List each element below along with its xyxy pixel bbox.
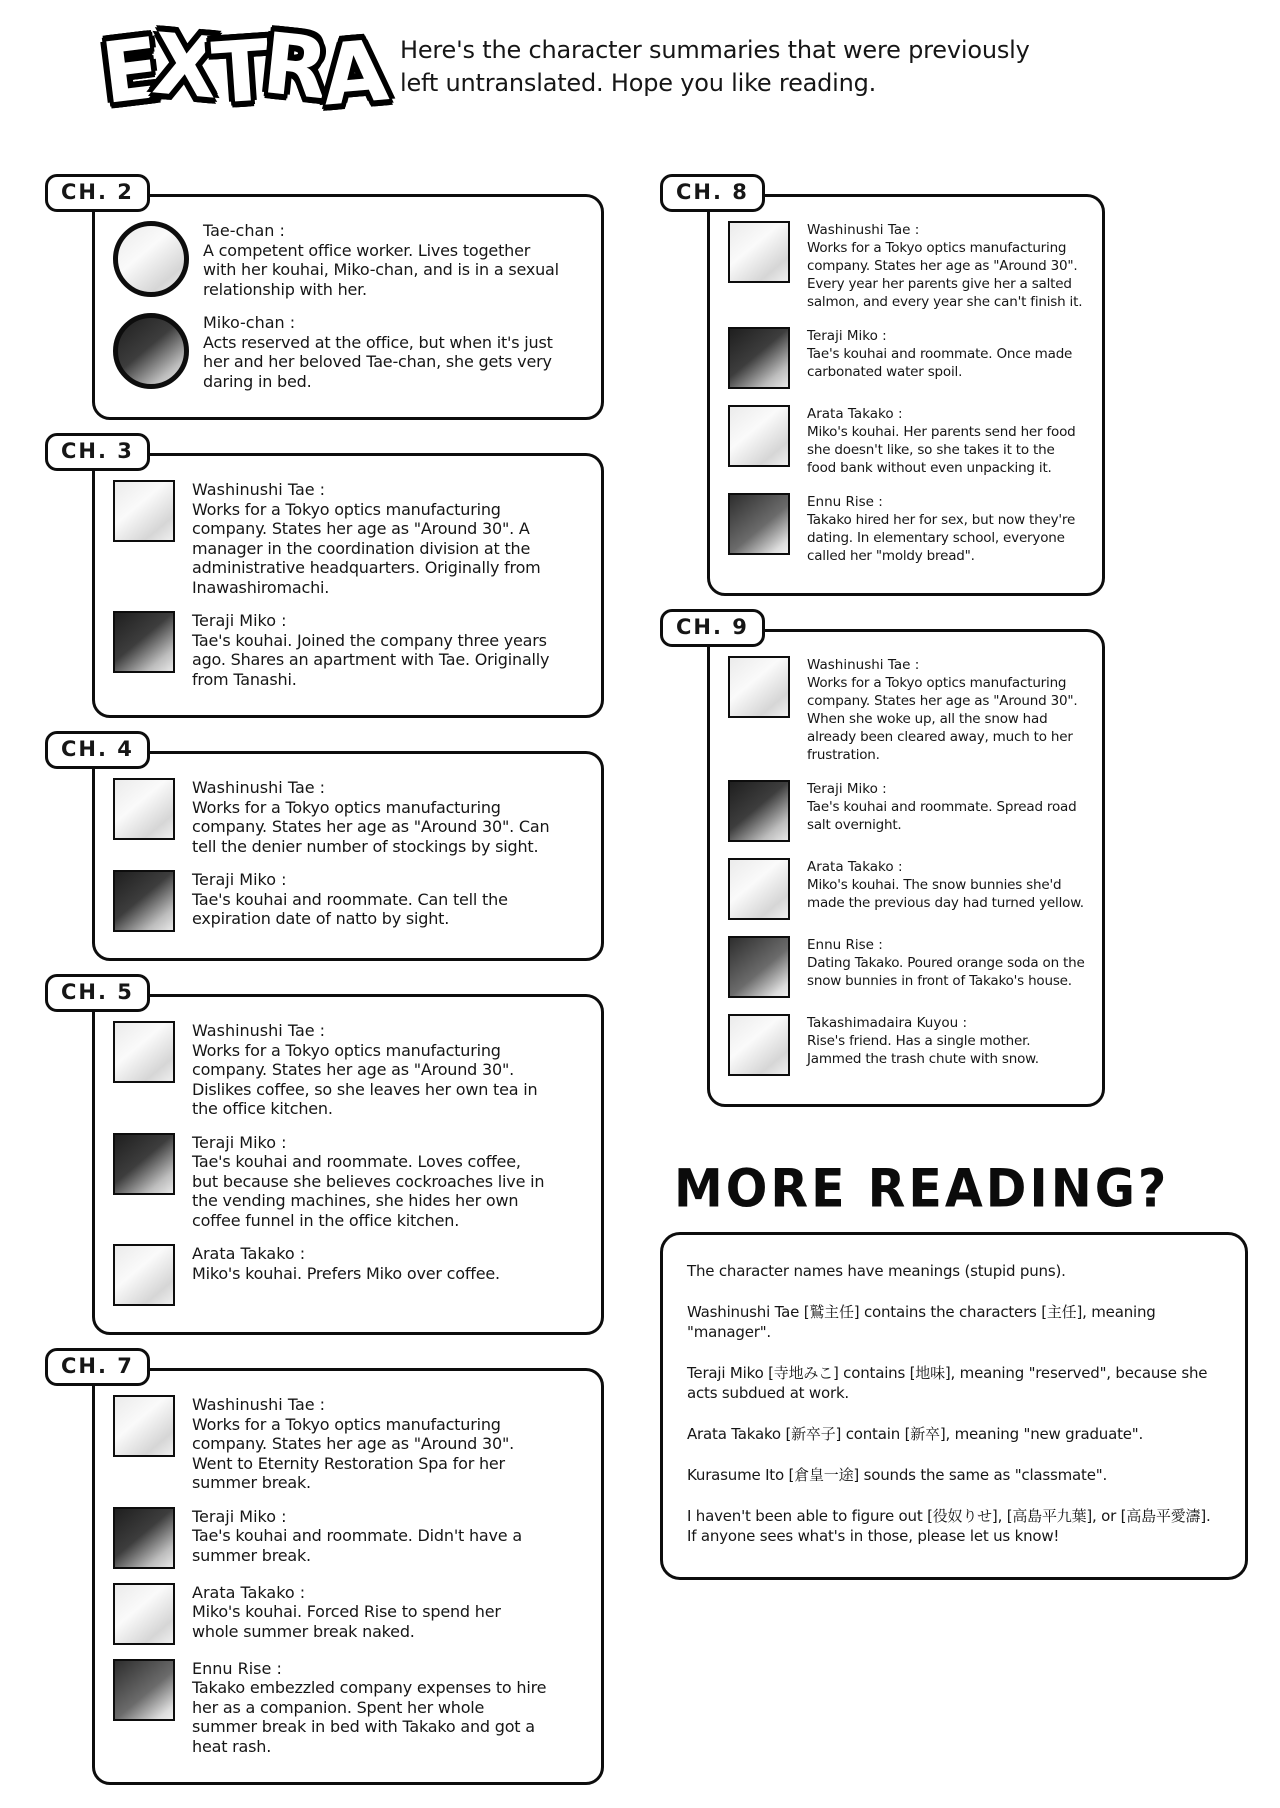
character-text <box>192 1507 585 1566</box>
chapter-label-ch7: CH. 7 <box>45 1348 150 1386</box>
character-text <box>192 480 585 597</box>
more-reading-title: MORE READING? <box>674 1158 1170 1220</box>
column-right <box>660 174 1120 1120</box>
character-description: Tae's kouhai and roommate. Once made carbonated water spoil. <box>807 346 1073 380</box>
character-text <box>192 1021 585 1119</box>
character-name: Arata Takako : <box>192 1582 306 1602</box>
logo-letter: X <box>149 14 221 118</box>
arata-takako-portrait <box>728 858 790 920</box>
washinushi-tae-portrait <box>113 1021 175 1083</box>
character-text <box>807 493 1086 565</box>
character-text <box>192 1244 585 1283</box>
miko-chan-portrait <box>113 313 189 389</box>
character-description: Miko's kouhai. The snow bunnies she'd made the previous day had turned yellow. <box>807 877 1084 911</box>
washinushi-tae-portrait <box>113 480 175 542</box>
character-description: A competent office worker. Lives together with her kouhai, Miko-chan, and is in a sexual relationship with her. <box>203 240 559 299</box>
teraji-miko-portrait <box>113 1507 175 1569</box>
character-text <box>192 1133 585 1231</box>
washinushi-tae-portrait <box>728 656 790 718</box>
character-name: Teraji Miko : <box>192 1132 287 1152</box>
chapter-label-ch4: CH. 4 <box>45 731 150 769</box>
note-line: Teraji Miko [寺地みこ] contains [地味], meaning "reserved", because she acts subdued at work. <box>687 1364 1208 1402</box>
character-entry <box>113 480 585 597</box>
character-name: Takashimadaira Kuyou : <box>807 1015 967 1031</box>
character-name: Arata Takako : <box>807 859 903 875</box>
character-name: Teraji Miko : <box>192 611 287 630</box>
character-description: Tae's kouhai. Joined the company three years ago. Shares an apartment with Tae. Originally from Tanashi. <box>192 630 550 689</box>
character-text <box>807 221 1086 311</box>
logo-letter: R <box>258 14 332 119</box>
washinushi-tae-portrait <box>113 1395 175 1457</box>
character-description: Dating Takako. Poured orange soda on the snow bunnies in front of Takako's house. <box>807 955 1085 989</box>
teraji-miko-portrait <box>728 327 790 389</box>
character-name: Teraji Miko : <box>192 1506 287 1526</box>
note-line: I haven't been able to figure out [役奴りせ], [高島平九葉], or [高島平愛濤]. If anyone sees what's in those, please let us know! <box>687 1507 1211 1545</box>
character-entry <box>113 870 585 932</box>
chapter-label-ch8: CH. 8 <box>660 174 765 212</box>
character-entry <box>113 1583 585 1645</box>
logo-letter: T <box>209 21 272 123</box>
note-line: Arata Takako [新卒子] contain [新卒], meaning "new graduate". <box>687 1425 1144 1443</box>
character-entry <box>113 1133 585 1231</box>
chapter-body <box>92 453 604 718</box>
intro-line-1: Here's the character summaries that were previously <box>400 36 1030 64</box>
character-entry <box>728 858 1086 920</box>
character-text <box>807 1014 1086 1068</box>
character-name: Ennu Rise : <box>807 494 883 510</box>
note-line: Washinushi Tae [鷲主任] contains the characters [主任], meaning "manager". <box>687 1303 1156 1341</box>
chapter-body <box>707 629 1105 1107</box>
character-entry <box>113 1395 585 1493</box>
character-entry <box>728 493 1086 565</box>
character-text <box>203 221 585 299</box>
character-name: Miko-chan : <box>203 313 296 332</box>
chapter-label-ch9: CH. 9 <box>660 609 765 647</box>
extra-logo <box>96 14 390 125</box>
character-description: Works for a Tokyo optics manufacturing company. States her age as "Around 30". When she woke up, all the snow had already been cleared away, much to her frustration. <box>807 675 1078 763</box>
teraji-miko-portrait <box>728 780 790 842</box>
character-name: Washinushi Tae : <box>192 480 326 499</box>
character-text <box>192 611 585 689</box>
character-name: Washinushi Tae : <box>192 1395 326 1414</box>
character-text <box>807 858 1086 912</box>
chapter-label-ch2: CH. 2 <box>45 174 150 212</box>
character-entry <box>728 327 1086 389</box>
character-name: Teraji Miko : <box>807 781 887 797</box>
character-text <box>807 936 1086 990</box>
chapter-box <box>45 1348 615 1785</box>
character-name: Teraji Miko : <box>807 328 887 344</box>
character-text <box>192 1659 585 1757</box>
character-text <box>192 1395 585 1493</box>
character-name: Washinushi Tae : <box>192 1021 326 1040</box>
character-description: Tae's kouhai and roommate. Loves coffee, but because she believes cockroaches live in the vending machines, she hides her own coffee funnel in the office kitchen. <box>192 1152 545 1230</box>
teraji-miko-portrait <box>113 870 175 932</box>
more-reading-section <box>660 1158 1252 1580</box>
arata-takako-portrait <box>113 1244 175 1306</box>
name-puns-notes-box <box>660 1232 1248 1580</box>
tae-chan-portrait <box>113 221 189 297</box>
character-entry <box>113 1244 585 1306</box>
character-entry <box>113 1507 585 1569</box>
character-description: Works for a Tokyo optics manufacturing company. States her age as "Around 30". Can tell the denier number of stockings by sight. <box>192 797 550 856</box>
teraji-miko-portrait <box>113 611 175 673</box>
character-entry <box>113 221 585 299</box>
chapter-label-ch3: CH. 3 <box>45 433 150 471</box>
chapter-box <box>660 609 1120 1107</box>
character-name: Washinushi Tae : <box>807 222 920 238</box>
teraji-miko-portrait <box>113 1133 175 1195</box>
character-name: Ennu Rise : <box>807 937 883 953</box>
ennu-rise-portrait <box>728 493 790 555</box>
character-name: Teraji Miko : <box>192 870 287 889</box>
character-description: Works for a Tokyo optics manufacturing company. States her age as "Around 30". Went to Eternity Restoration Spa for her summer break. <box>192 1414 515 1492</box>
note-line: The character names have meanings (stupid puns). <box>687 1262 1066 1280</box>
character-description: Works for a Tokyo optics manufacturing company. States her age as "Around 30". A manager in the coordination division at the administrative headquarters. Originally from Inawashiromachi. <box>192 499 541 597</box>
chapter-box <box>45 174 615 420</box>
character-text <box>192 1583 585 1642</box>
chapter-body <box>92 1368 604 1785</box>
character-entry <box>728 405 1086 477</box>
character-text <box>203 313 585 391</box>
character-entry <box>728 656 1086 764</box>
character-text <box>807 327 1086 381</box>
character-description: Takako embezzled company expenses to hire her as a companion. Spent her whole summer break in bed with Takako and got a heat rash. <box>192 1678 547 1756</box>
chapter-box <box>45 731 615 961</box>
character-entry <box>728 780 1086 842</box>
character-description: Tae's kouhai and roommate. Spread road salt overnight. <box>807 799 1077 833</box>
chapter-box <box>45 433 615 718</box>
character-name: Arata Takako : <box>807 406 903 422</box>
intro-text <box>400 34 1030 100</box>
chapter-body <box>92 194 604 420</box>
logo-letter: E <box>96 18 164 123</box>
character-entry <box>113 313 585 391</box>
character-description: Miko's kouhai. Prefers Miko over coffee. <box>192 1263 500 1283</box>
character-text <box>807 656 1086 764</box>
character-entry <box>728 936 1086 998</box>
character-text <box>807 780 1086 834</box>
column-left <box>45 174 615 1798</box>
chapter-body <box>92 751 604 961</box>
character-entry <box>728 1014 1086 1076</box>
character-description: Rise's friend. Has a single mother. Jammed the trash chute with snow. <box>807 1033 1039 1067</box>
character-entry <box>113 778 585 856</box>
character-description: Takako hired her for sex, but now they're dating. In elementary school, everyone called her "moldy bread". <box>807 512 1076 564</box>
character-entry <box>113 1659 585 1757</box>
chapter-body <box>92 994 604 1335</box>
character-description: Tae's kouhai and roommate. Can tell the expiration date of natto by sight. <box>192 889 508 928</box>
character-entry <box>728 221 1086 311</box>
note-line: Kurasume Ito [倉皇一途] sounds the same as "classmate". <box>687 1466 1108 1484</box>
character-text <box>807 405 1086 477</box>
character-description: Works for a Tokyo optics manufacturing company. States her age as "Around 30". Every year her parents give her a salted salmon, and every year she can't finish it. <box>807 240 1083 310</box>
character-description: Works for a Tokyo optics manufacturing company. States her age as "Around 30". Dislikes coffee, so she leaves her own tea in the office kitchen. <box>192 1040 538 1118</box>
chapter-body <box>707 194 1105 596</box>
character-description: Miko's kouhai. Forced Rise to spend her whole summer break naked. <box>192 1602 501 1641</box>
character-name: Ennu Rise : <box>192 1658 282 1678</box>
intro-line-2: left untranslated. Hope you like reading. <box>400 69 877 97</box>
chapter-box <box>660 174 1120 596</box>
logo-letter: A <box>318 21 390 125</box>
character-description: Miko's kouhai. Her parents send her food she doesn't like, so she takes it to the food bank without even unpacking it. <box>807 424 1076 476</box>
character-entry <box>113 611 585 689</box>
chapter-label-ch5: CH. 5 <box>45 974 150 1012</box>
character-text <box>192 870 585 929</box>
character-name: Washinushi Tae : <box>192 778 326 797</box>
ennu-rise-portrait <box>728 936 790 998</box>
character-text <box>192 778 585 856</box>
character-name: Washinushi Tae : <box>807 657 920 673</box>
arata-takako-portrait <box>113 1583 175 1645</box>
washinushi-tae-portrait <box>113 778 175 840</box>
character-description: Acts reserved at the office, but when it's just her and her beloved Tae-chan, she gets very daring in bed. <box>203 332 553 391</box>
character-entry <box>113 1021 585 1119</box>
ennu-rise-portrait <box>113 1659 175 1721</box>
character-name: Arata Takako : <box>192 1244 306 1263</box>
washinushi-tae-portrait <box>728 221 790 283</box>
takashimadaira-kuyou-portrait <box>728 1014 790 1076</box>
arata-takako-portrait <box>728 405 790 467</box>
character-description: Tae's kouhai and roommate. Didn't have a summer break. <box>192 1526 522 1565</box>
chapter-box <box>45 974 615 1335</box>
character-name: Tae-chan : <box>203 221 285 240</box>
